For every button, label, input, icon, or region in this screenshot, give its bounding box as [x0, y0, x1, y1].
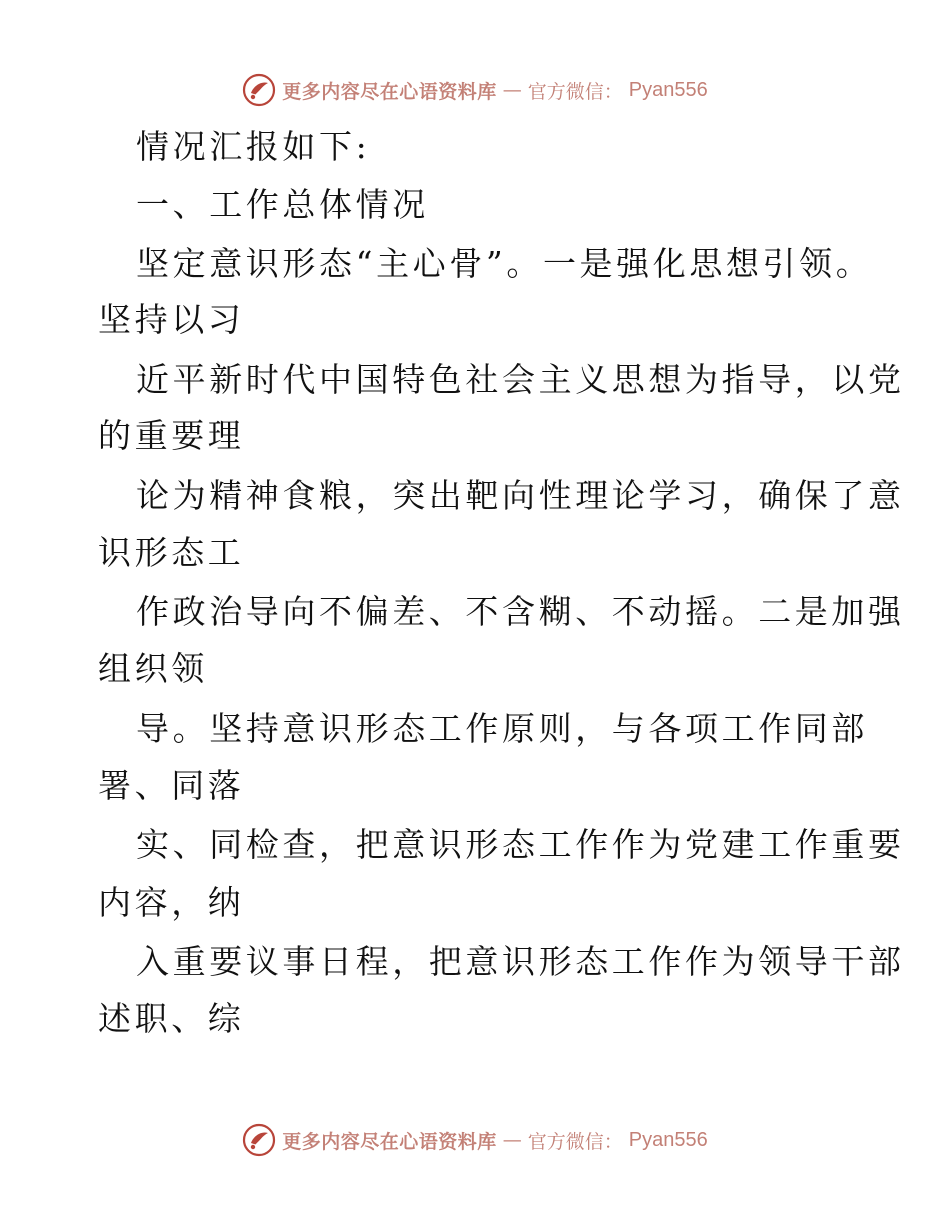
brand-logo-icon [242, 1123, 276, 1157]
doc-line: 述职、综 [98, 999, 245, 1038]
doc-line: 近平新时代中国特色社会主义思想为指导，以党 [136, 360, 905, 399]
banner-dash: — [502, 1129, 522, 1151]
doc-line: 导。坚持意识形态工作原则，与各项工作同部 [136, 709, 868, 748]
doc-line: 实、同检查，把意识形态工作作为党建工作重要 [136, 825, 905, 864]
banner-wechat-id: Pyan556 [628, 78, 708, 101]
footer-banner [0, 1120, 950, 1160]
banner-site-text: 更多内容尽在心语资料库 [282, 80, 497, 103]
doc-line: 坚定意识形态“主心骨”。一是强化思想引领。 [136, 244, 873, 283]
banner-wechat-label: 官方微信： [527, 80, 623, 103]
doc-line: 作政治导向不偏差、不含糊、不动摇。二是加强 [136, 592, 905, 631]
banner-wechat-label: 官方微信： [527, 1130, 623, 1153]
doc-line: 识形态工 [98, 533, 245, 572]
header-banner [0, 70, 950, 110]
doc-line: 情况汇报如下: [136, 127, 371, 166]
banner-dash: — [502, 79, 522, 101]
doc-line: 署、同落 [98, 766, 245, 805]
banner-site-text: 更多内容尽在心语资料库 [282, 1130, 497, 1153]
doc-line: 坚持以习 [98, 300, 245, 339]
brand-logo-icon [242, 73, 276, 107]
doc-line: 一、工作总体情况 [136, 185, 429, 224]
banner-wechat-id: Pyan556 [628, 1128, 708, 1151]
doc-line: 组织领 [98, 649, 208, 688]
doc-line: 的重要理 [98, 416, 245, 455]
doc-line: 入重要议事日程，把意识形态工作作为领导干部 [136, 942, 905, 981]
doc-line: 论为精神食粮，突出靶向性理论学习，确保了意 [136, 476, 905, 515]
doc-line: 内容，纳 [98, 883, 245, 922]
header-banner-inner [242, 73, 708, 107]
footer-banner-inner [242, 1123, 708, 1157]
